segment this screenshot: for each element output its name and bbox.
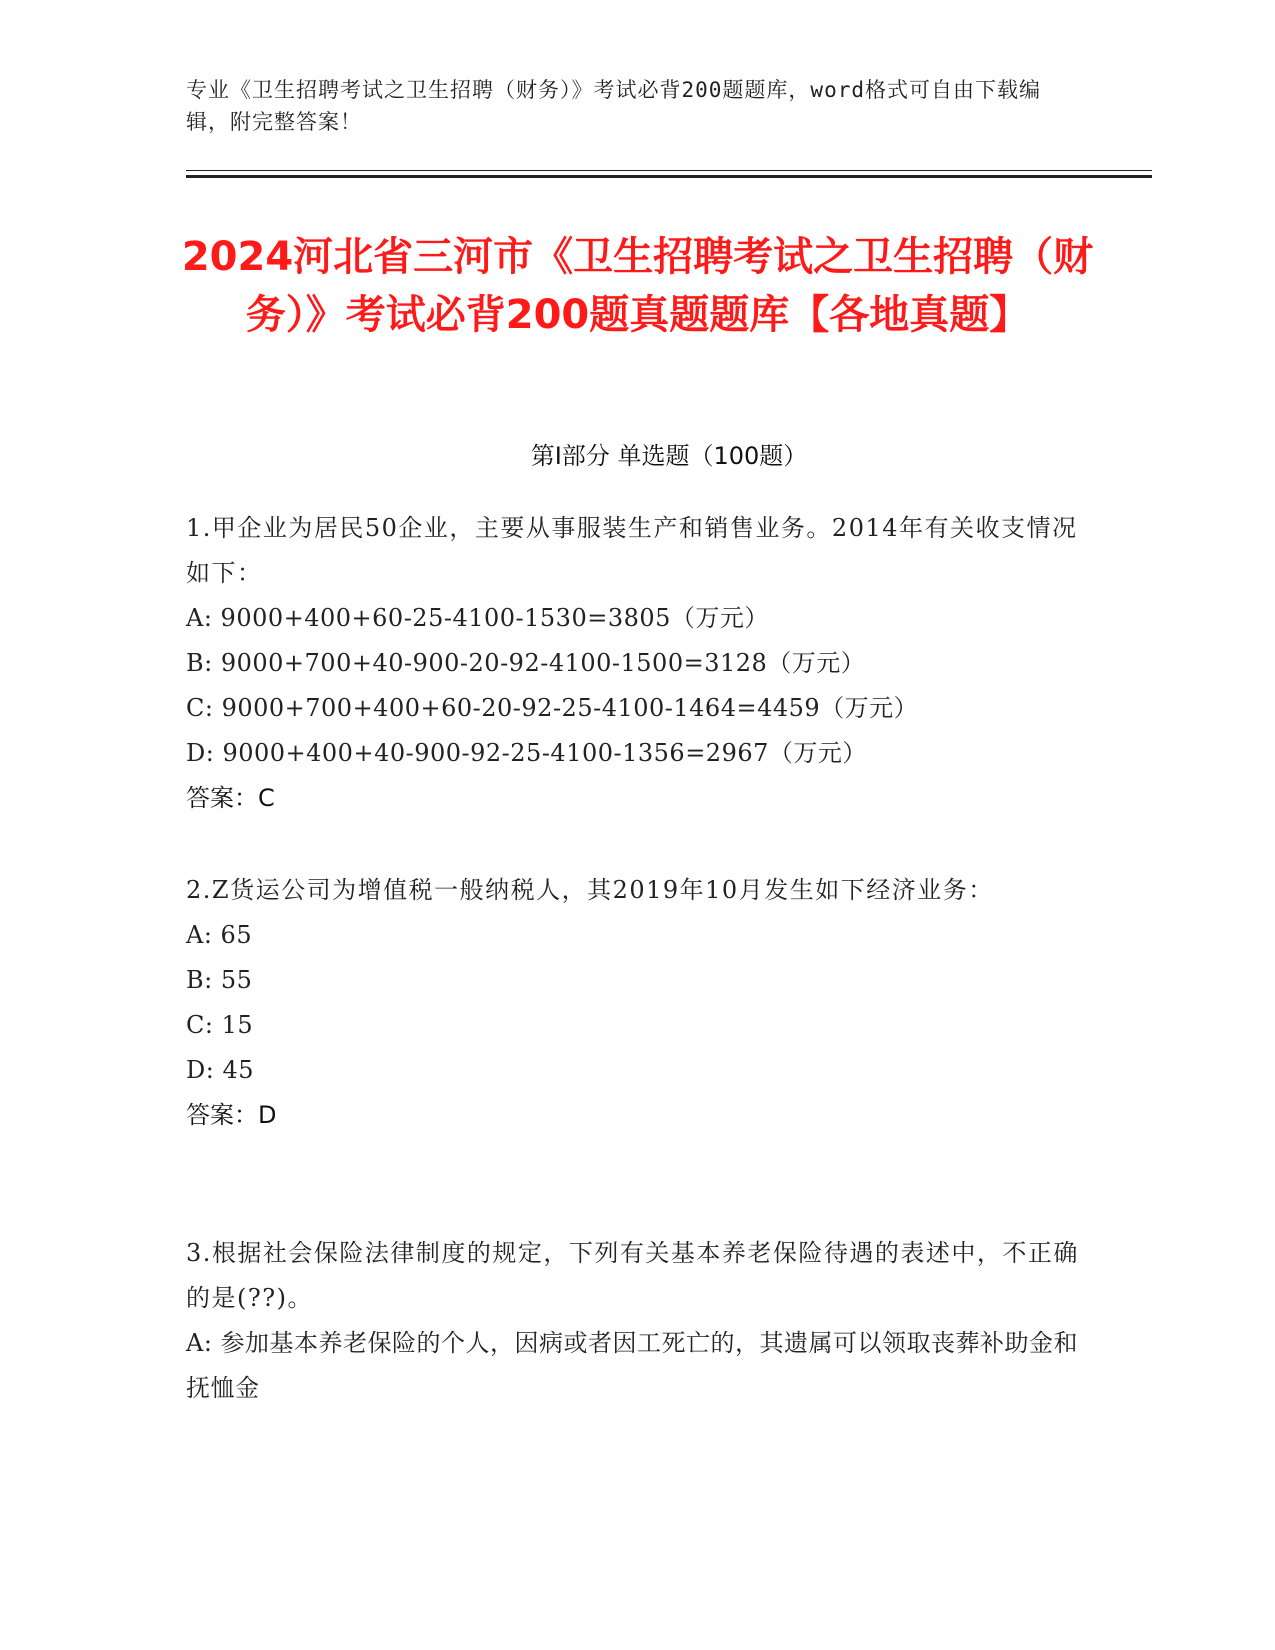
option-c: C: 15 [186, 1011, 254, 1039]
option-a: A: 65 [186, 921, 253, 949]
option-c: C: 9000+700+400+60-20-92-25-4100-1464=4459（万元） [186, 694, 919, 722]
answer-label: 答案：D [186, 1101, 277, 1129]
option-a: A: 参加基本养老保险的个人，因病或者因工死亡的，其遗属可以领取丧葬补助金和抚恤金 [186, 1329, 1079, 1402]
question-stem: 2.Z货运公司为增值税一般纳税人，其2019年10月发生如下经济业务： [186, 876, 994, 904]
header-note: 专业《卫生招聘考试之卫生招聘（财务）》考试必背200题题库，word格式可自由下载编辑，附完整答案！ [186, 78, 1041, 134]
question-stem: 1.甲企业为居民50企业，主要从事服装生产和销售业务。2014年有关收支情况如下： [186, 514, 1078, 587]
option-d: D: 9000+400+40-900-92-25-4100-1356=2967（万元） [186, 739, 867, 767]
option-a: A: 9000+400+60-25-4100-1530=3805（万元） [186, 604, 769, 632]
option-b: B: 55 [186, 966, 253, 994]
header-rule-thin [186, 170, 1152, 171]
question-3 [186, 1231, 1086, 1411]
option-d: D: 45 [186, 1056, 254, 1084]
answer-label: 答案：C [186, 784, 275, 812]
document-title: 2024河北省三河市《卫生招聘考试之卫生招聘（财务）》考试必背200题真题题库【各地真题】 [181, 234, 1094, 338]
question-2 [186, 868, 1086, 1138]
header-rule-thick [186, 175, 1152, 178]
option-b: B: 9000+700+40-900-20-92-4100-1500=3128（万元） [186, 649, 866, 677]
question-stem: 3.根据社会保险法律制度的规定，下列有关基本养老保险待遇的表述中，不正确的是(??)。 [186, 1239, 1079, 1312]
question-1 [186, 506, 1086, 821]
section-heading: 第I部分 单选题（100题） [530, 442, 808, 470]
